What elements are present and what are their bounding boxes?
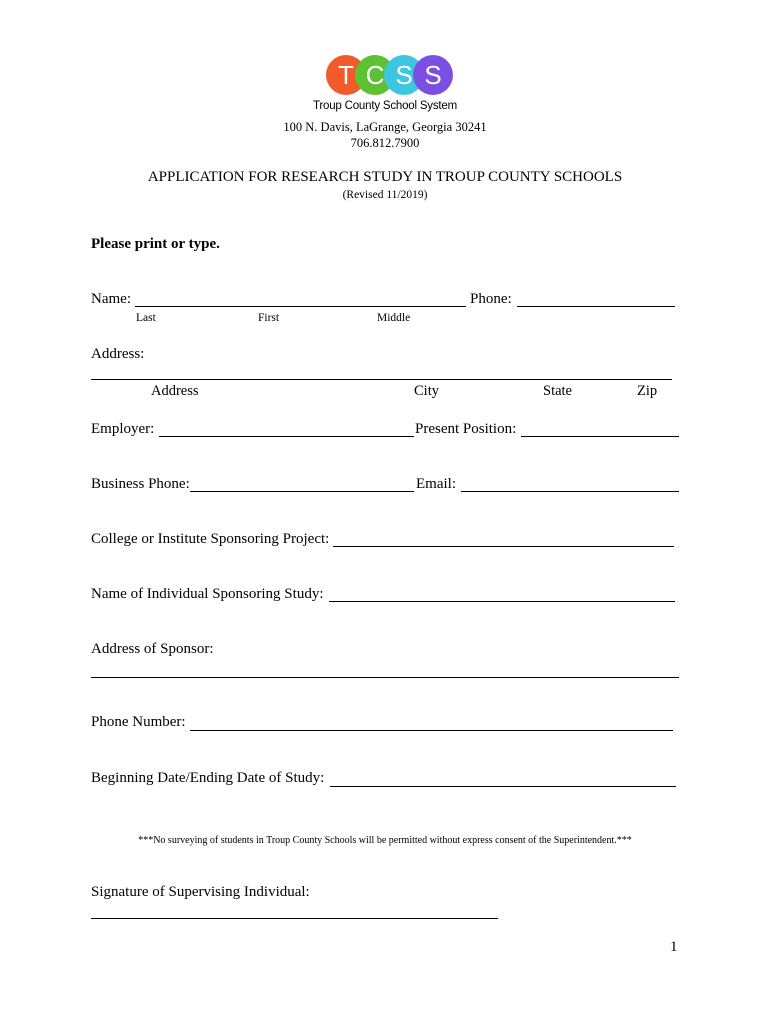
address-part-zip: Zip xyxy=(637,383,658,399)
dates-label: Beginning Date/Ending Date of Study: xyxy=(91,770,325,786)
org-name: Troup County School System xyxy=(313,100,457,112)
name-label: Name: xyxy=(91,291,131,307)
name-part-last: Last xyxy=(136,312,156,324)
college-label: College or Institute Sponsoring Project: xyxy=(91,531,330,547)
name-part-middle: Middle xyxy=(377,312,411,324)
address-line[interactable] xyxy=(91,379,672,380)
logo-letter-s2: S xyxy=(413,55,453,95)
position-line[interactable] xyxy=(521,436,679,437)
email-line[interactable] xyxy=(461,491,679,492)
page-number: 1 xyxy=(670,939,678,955)
dates-line[interactable] xyxy=(330,786,676,787)
consent-note: ***No surveying of students in Troup County Schools will be permitted without express consent of the Superintendent.*** xyxy=(138,835,632,846)
tcss-logo xyxy=(326,55,452,95)
sponsor-name-line[interactable] xyxy=(329,601,675,602)
business-phone-line[interactable] xyxy=(190,491,414,492)
name-line[interactable] xyxy=(135,306,466,307)
signature-label: Signature of Supervising Individual: xyxy=(91,884,310,900)
logo-letter-t: T xyxy=(326,55,366,95)
address-part-city: City xyxy=(414,383,439,399)
phone-number-label: Phone Number: xyxy=(91,714,186,730)
phone-label: Phone: xyxy=(470,291,512,307)
employer-line[interactable] xyxy=(159,436,414,437)
logo-letter-c: C xyxy=(355,55,395,95)
address-part-state: State xyxy=(543,383,572,399)
address-label: Address: xyxy=(91,346,145,362)
college-line[interactable] xyxy=(333,546,674,547)
form-title: APPLICATION FOR RESEARCH STUDY IN TROUP COUNTY SCHOOLS xyxy=(147,169,623,185)
phone-number-line[interactable] xyxy=(190,730,673,731)
address-part-address: Address xyxy=(151,383,199,399)
sponsor-name-label: Name of Individual Sponsoring Study: xyxy=(91,586,324,602)
business-phone-label: Business Phone: xyxy=(91,476,190,492)
sponsor-address-line[interactable] xyxy=(91,677,679,678)
org-phone: 706.812.7900 xyxy=(350,136,420,150)
org-address: 100 N. Davis, LaGrange, Georgia 30241 xyxy=(283,120,487,134)
position-label: Present Position: xyxy=(415,421,517,437)
name-part-first: First xyxy=(258,312,280,324)
revised-date: (Revised 11/2019) xyxy=(342,189,428,201)
phone-line[interactable] xyxy=(517,306,675,307)
instruction-text: Please print or type. xyxy=(91,236,220,252)
signature-line[interactable] xyxy=(91,918,498,919)
sponsor-address-label: Address of Sponsor: xyxy=(91,641,214,657)
logo-letter-s1: S xyxy=(384,55,424,95)
employer-label: Employer: xyxy=(91,421,155,437)
email-label: Email: xyxy=(416,476,456,492)
